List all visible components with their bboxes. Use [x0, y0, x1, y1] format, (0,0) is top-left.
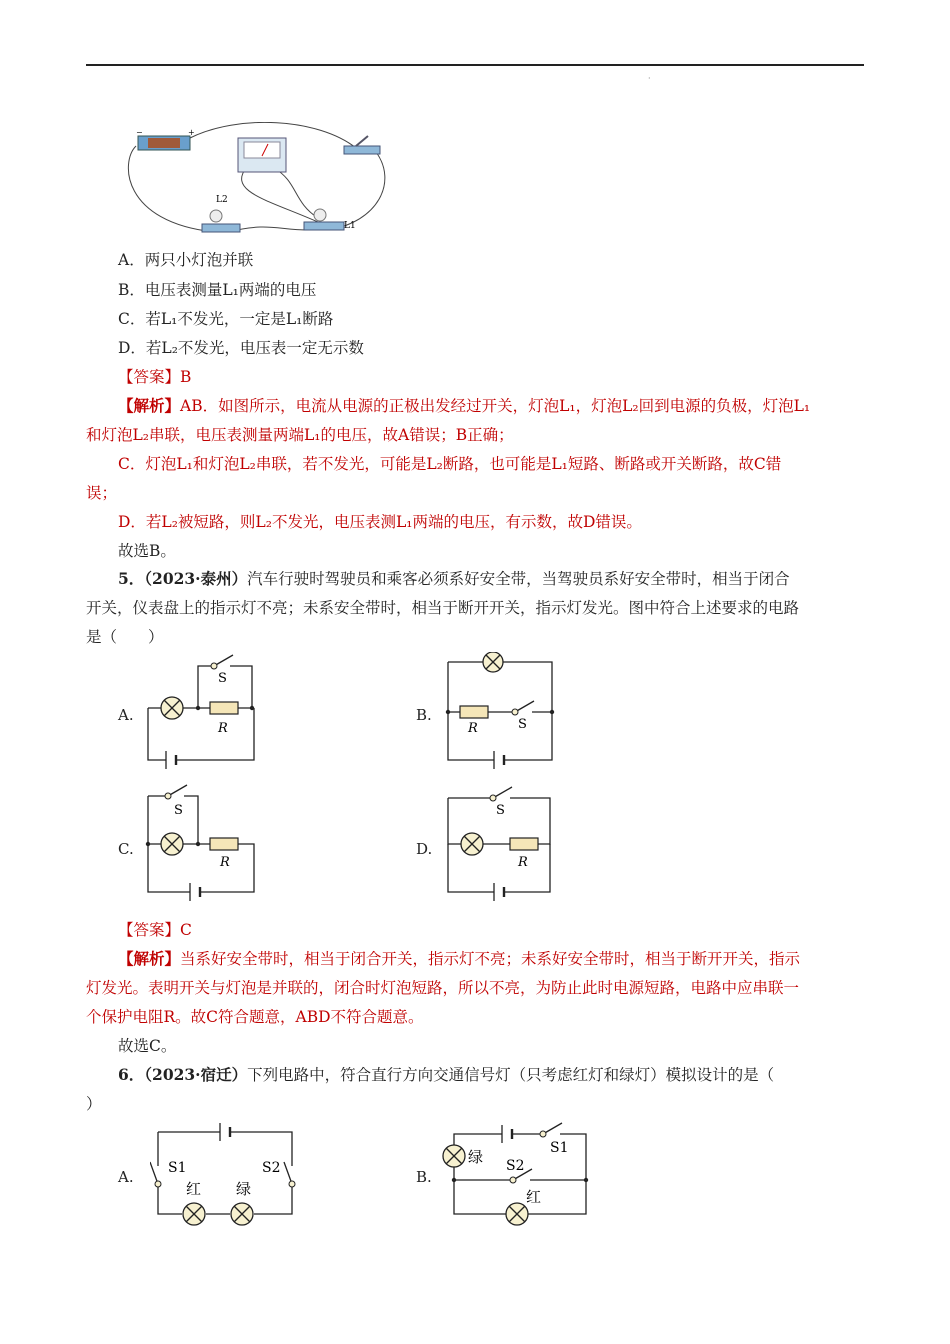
- q5-circuit-a: [144, 652, 258, 776]
- q6-stem-line-1: 6．（2023·宿迁）下列电路中，符合直行方向交通信号灯（只考虑红灯和绿灯）模拟设计的是（: [118, 1065, 775, 1084]
- question-source: （2023·泰州）: [144, 569, 248, 588]
- question-number: 6．: [118, 1065, 145, 1084]
- q5-option-b-label: B.: [416, 706, 432, 724]
- q4-option-b: B．电压表测量L₁两端的电压: [118, 281, 317, 299]
- page-mark: ·: [648, 74, 651, 83]
- physical-circuit-figure: [118, 122, 388, 238]
- q4-analysis-line-3: C．灯泡L₁和灯泡L₂串联，若不发光，可能是L₂断路，也可能是L₁短路、断路或开关断路，故C错: [118, 455, 782, 473]
- q4-analysis-line-4: 误；: [86, 484, 118, 502]
- q6-stem-line-2: ）: [86, 1095, 102, 1113]
- label-red: 红: [186, 1180, 202, 1198]
- label-s2: S2: [506, 1158, 525, 1174]
- q5-option-c-label: C.: [118, 840, 134, 858]
- svg-text:+: +: [188, 128, 195, 137]
- svg-text:−: −: [136, 128, 143, 137]
- q5-circuit-d: [444, 784, 558, 908]
- q5-stem-line-2: 开关，仪表盘上的指示灯不亮；未系安全带时，相当于断开开关，指示灯发光。图中符合上述要求的电路: [86, 599, 800, 617]
- q4-analysis-line-2: 和灯泡L₂串联，电压表测量两端L₁的电压，故A错误；B正确；: [86, 426, 514, 444]
- q4-analysis-line-5: D．若L₂被短路，则L₂不发光，电压表测L₁两端的电压，有示数，故D错误。: [118, 513, 642, 531]
- analysis-tag: 【解析】: [118, 949, 181, 968]
- label-s: S: [218, 671, 227, 686]
- label-l1: L1: [344, 221, 356, 231]
- label-s1: S1: [550, 1140, 569, 1156]
- label-l2: L2: [216, 195, 228, 205]
- label-s: S: [496, 803, 505, 818]
- q5-circuit-b: [444, 652, 558, 776]
- q6-circuit-a: [150, 1122, 300, 1228]
- q4-analysis-line-1: 【解析】AB．如图所示，电流从电源的正极出发经过开关，灯泡L₁，灯泡L₂回到电源的负极，灯泡L₁: [118, 396, 811, 415]
- label-green: 绿: [236, 1180, 252, 1198]
- q5-circuit-c: [144, 784, 258, 908]
- label-r: R: [220, 855, 230, 870]
- label-green: 绿: [468, 1148, 484, 1166]
- q4-answer: 【答案】B: [118, 368, 192, 386]
- label-r: R: [518, 855, 528, 870]
- header-rule: [86, 64, 864, 66]
- q6-option-a-label: A.: [118, 1168, 134, 1186]
- q6-circuit-b: [440, 1118, 592, 1230]
- question-source: （2023·宿迁）: [144, 1065, 248, 1084]
- q5-option-a-label: A.: [118, 706, 134, 724]
- q6-option-b-label: B.: [416, 1168, 432, 1186]
- analysis-tag: 【解析】: [118, 396, 181, 415]
- q4-option-a: A．两只小灯泡并联: [118, 251, 254, 269]
- question-number: 5．: [118, 569, 145, 588]
- label-s: S: [174, 803, 183, 818]
- q4-option-d: D．若L₂不发光，电压表一定无示数: [118, 339, 364, 357]
- label-r: R: [218, 721, 228, 736]
- q5-analysis-line-1: 【解析】当系好安全带时，相当于闭合开关，指示灯不亮；未系好安全带时，相当于断开开关，指示: [118, 949, 801, 968]
- q4-conclusion: 故选B。: [118, 542, 176, 560]
- q5-stem-line-1: 5．（2023·泰州）汽车行驶时驾驶员和乘客必须系好安全带，当驾驶员系好安全带时，相当于闭合: [118, 569, 790, 588]
- label-r: R: [468, 721, 478, 736]
- label-red: 红: [526, 1188, 542, 1206]
- q4-option-c: C．若L₁不发光，一定是L₁断路: [118, 310, 334, 328]
- q5-analysis-line-3: 个保护电阻R。故C符合题意，ABD不符合题意。: [86, 1008, 424, 1026]
- q5-conclusion: 故选C。: [118, 1037, 177, 1055]
- q5-stem-line-3: 是（ ）: [86, 628, 164, 646]
- label-s1: S1: [168, 1160, 187, 1176]
- label-s: S: [518, 717, 527, 732]
- q5-option-d-label: D.: [416, 840, 433, 858]
- q5-answer: 【答案】C: [118, 921, 192, 939]
- q5-analysis-line-2: 灯发光。表明开关与灯泡是并联的，闭合时灯泡短路，所以不亮，为防止此时电源短路，电路中应串联一: [86, 979, 800, 997]
- label-s2: S2: [262, 1160, 281, 1176]
